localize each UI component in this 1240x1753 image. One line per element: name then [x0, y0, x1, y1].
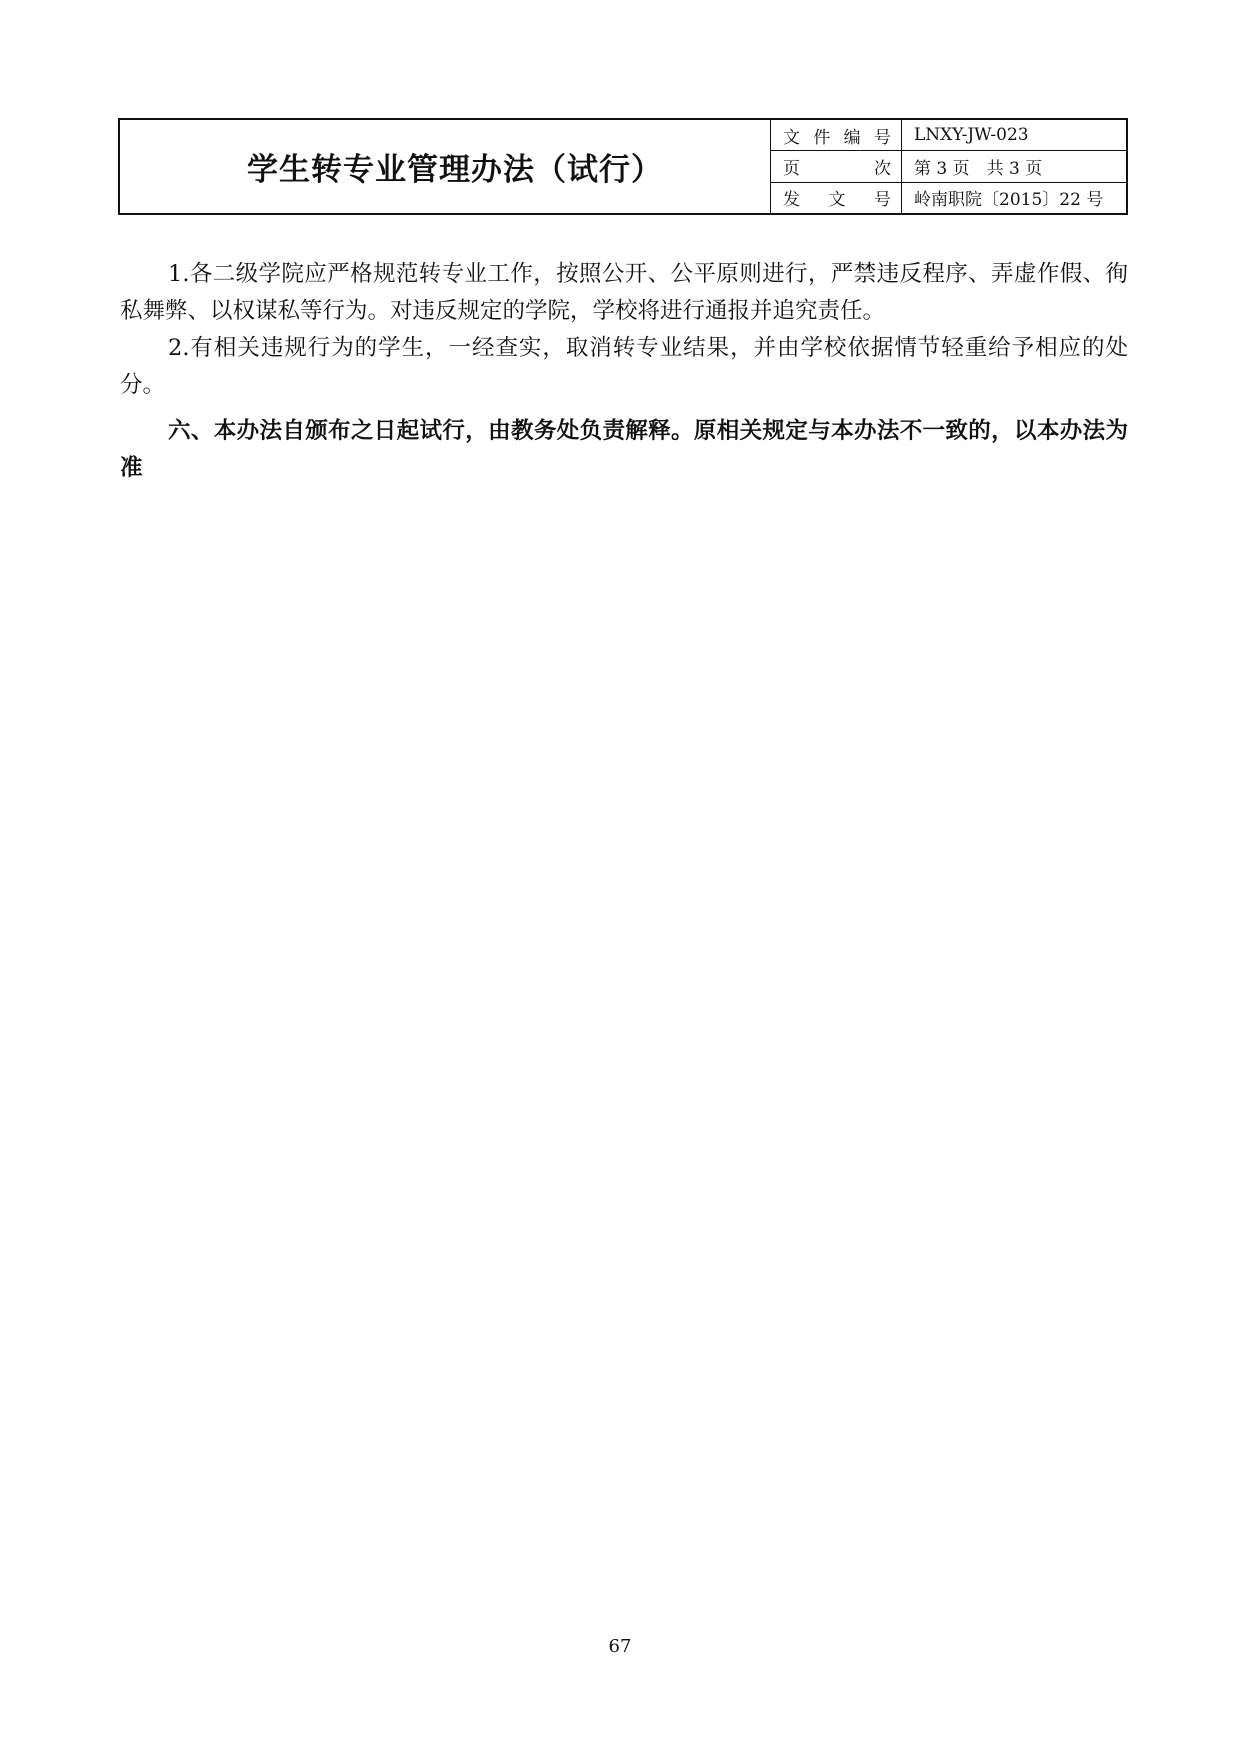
file-number-label: 文件编号 [771, 120, 902, 150]
info-row-issue-number [771, 183, 1126, 213]
info-row-page [771, 151, 1126, 182]
document-title: 学生转专业管理办法（试行） [120, 120, 771, 213]
issue-number-label: 发文号 [771, 183, 902, 213]
issue-number-value: 岭南职院〔2015〕22 号 [914, 190, 1104, 211]
document-info-block [771, 120, 1126, 213]
document-body [120, 256, 1128, 487]
info-row-file-number [771, 120, 1126, 151]
page-label: 页次 [771, 151, 902, 181]
page-value: 第 3 页 共 3 页 [914, 158, 1043, 179]
paragraph-1: 1.各二级学院应严格规范转专业工作，按照公开、公平原则进行，严禁违反程序、弄虚作假、徇私舞弊、以权谋私等行为。对违反规定的学院，学校将进行通报并追究责任。 [120, 261, 1128, 324]
section-six-heading: 六、本办法自颁布之日起试行，由教务处负责解释。原相关规定与本办法不一致的，以本办法为准 [120, 418, 1128, 481]
file-number-value: LNXY-JW-023 [914, 125, 1029, 146]
page-number: 67 [608, 1636, 632, 1657]
paragraph-2: 2.有相关违规行为的学生，一经查实，取消转专业结果，并由学校依据情节轻重给予相应的处分。 [120, 335, 1128, 398]
document-header-table [118, 118, 1128, 215]
